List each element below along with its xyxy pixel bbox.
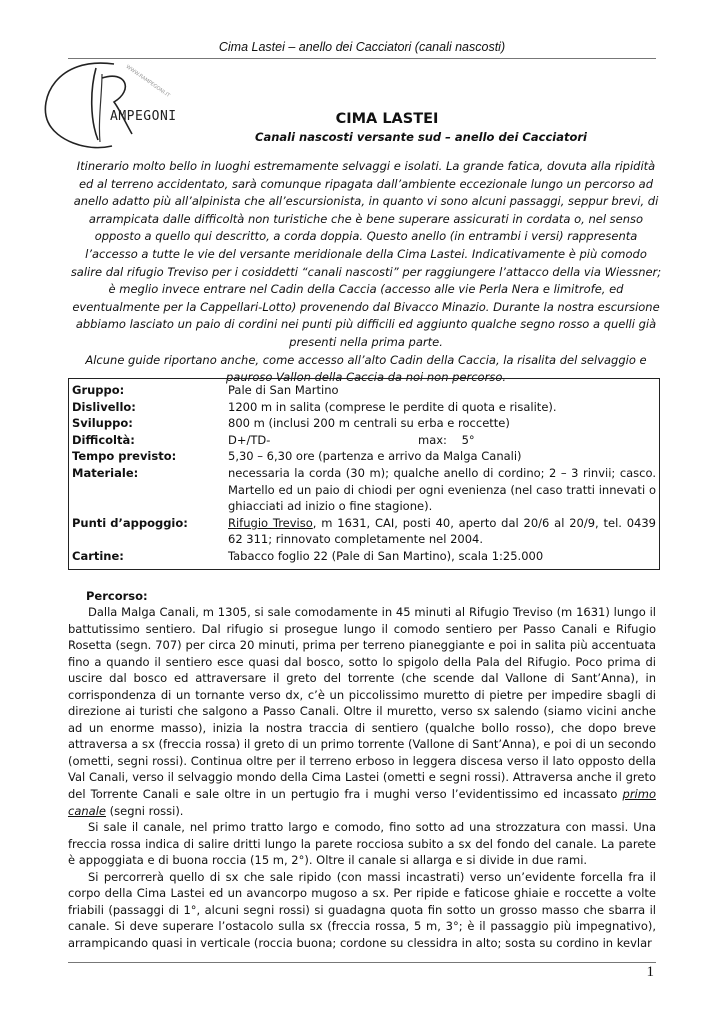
max-grade: 5°	[461, 432, 475, 447]
header-divider	[68, 58, 656, 59]
info-row-sviluppo	[69, 415, 659, 432]
intro-paragraph-2: Alcune guide riportano anche, come accesso all’alto Cadin della Caccia, la risalita del selvaggio e pauroso Vallon della Caccia da noi non percorso.	[85, 352, 647, 385]
info-value: 1200 m in salita (comprese le perdite di quota e risalite).	[228, 399, 557, 414]
document-subtitle: Canali nascosti versante sud – anello dei Cacciatori	[255, 130, 587, 144]
running-header: Cima Lastei – anello dei Cacciatori (canali nascosti)	[218, 40, 506, 54]
body-paragraph: Si percorrerà quello di sx che sale ripido (con massi incastrati) verso un’evidente forcella fra il corpo della Cima Lastei ed un avancorpo mugoso a sx. Per ripide e faticose ghiaie e roccette a volte friabili (passaggi di 1°, alcuni segni rossi) si guadagna quota fin sotto un grosso masso che sbarra il canale. Si deve superare l’ostacolo sulla sx (freccia rossa, 5 m, 3°; è il passaggio più impegnativo), arrampicando quasi in verticale (roccia buona; cordone su clessidra in alto; sosta su cordino in kevlar	[68, 869, 656, 950]
info-label: Punti d’appoggio:	[72, 515, 188, 530]
info-label: Cartine:	[72, 548, 124, 563]
logo-url: WWW.RAMPEGONI.IT	[124, 64, 171, 99]
body-text: (segni rossi).	[109, 803, 184, 818]
logo-text: AMPEGONI	[110, 109, 177, 124]
info-row-difficolta	[69, 432, 659, 449]
document-title: CIMA LASTEI	[335, 111, 439, 127]
info-value	[228, 515, 659, 548]
info-row-gruppo	[69, 382, 659, 399]
info-value: Pale di San Martino	[228, 383, 339, 397]
intro-text	[68, 158, 664, 387]
info-label: Materiale:	[72, 465, 139, 480]
difficulty-grade: D+/TD-	[228, 432, 271, 447]
info-value: Tabacco foglio 22 (Pale di San Martino), scala 1:25.000	[228, 548, 544, 563]
body-paragraph: Si sale il canale, nel primo tratto largo e comodo, fino sotto ad una strozzatura con massi. Una freccia rossa indica di salire dritti lungo la parete rocciosa subito a sx del fondo del canale. La parete è appoggiata e di buona roccia (15 m, 2°). Oltre il canale si allarga e si divide in due rami.	[68, 820, 656, 868]
info-value: 800 m (inclusi 200 m centrali su erba e roccette)	[228, 416, 510, 431]
route-info-table	[68, 378, 660, 570]
intro-paragraph: Itinerario molto bello in luoghi estremamente selvaggi e isolati. La grande fatica, dovuta alla ripidità ed al terreno accidentato, sarà comunque ripagata dall’ambiente eccezionale lungo un percorso ad anello adatto più all’alpinista che all’escursionista, in quanto vi sono alcuni passaggi, seppur brevi, di arrampicata dalle difficoltà non turistiche che è bene superare assicurati in cordata o, nel senso opposto a quello qui descritto, a corda doppia. Questo anello (in entrambi i versi) rappresenta l’accesso a tutte le vie del versante meridionale della Cima Lastei. Indicativamente è più comodo salire dal rifugio Treviso per i cosiddetti “canali nascosti” per raggiungere l’attacco della via Wiessner; è meglio invece entrare nel Cadin della Caccia (accesso alle vie Perla Nera e limitrofe, ed eventualmente per la Cappellari-Lotto) provenendo dal Bivacco Minazio. Durante la nostra escursione abbiamo lasciato un paio di cordini nei punti più difficili ed aggiunto qualche segno rosso a quelli già presenti nella prima parte.	[70, 159, 662, 349]
footer-divider	[68, 962, 656, 963]
info-row-tempo	[69, 448, 659, 465]
body-paragraph	[68, 604, 656, 819]
info-label: Tempo previsto:	[72, 449, 177, 464]
max-label: max:	[418, 432, 447, 447]
info-label: Dislivello:	[72, 399, 136, 414]
section-title: Percorso:	[86, 589, 148, 603]
body-text: Dalla Malga Canali, m 1305, si sale comodamente in 45 minuti al Rifugio Treviso (m 1631) lungo il battutissimo sentiero. Dal rifugio si prosegue lungo il comodo sentiero per Passo Canali e Rifugio Rosetta (segn. 707) per circa 20 minuti, prima per terreno pianeggiante e poi in salita più accentuata fino a quando il sentiero esce quasi dal bosco, sotto lo spigolo della Pala del Rifugio. Poco prima di uscire dal bosco ed attraversare il greto del torrente (che scende dal Vallone di Sant’Anna), in corrispondenza di un tornante verso dx, c’è un piccolissimo muretto di pietre per impedire sbagli di direzione ai turisti che salgono a Passo Canali. Oltre il muretto, verso sx salendo (siamo vicini anche ad un enorme masso), inizia la nostra traccia di sentiero (qualche bollo rosso), che dopo breve attraversa a sx (freccia rossa) il greto di un primo torrente (Vallone di Sant’Anna), e poi di un secondo (ometti, segni rossi). Continua oltre per il terreno erboso in leggera discesa verso il lato opposto della Val Canali, verso il selvaggio mondo della Cima Lastei (ometti e segni rossi). Attraversa anche il greto del Torrente Canali e sale oltre in un pertugio fra i mughi verso l’evidentissimo ed incassato	[68, 605, 656, 802]
info-value	[228, 432, 659, 449]
route-description	[68, 604, 656, 951]
info-row-dislivello	[69, 399, 659, 416]
info-row-punti	[69, 515, 659, 548]
info-value-text: , m 1631, CAI, posti 40, aperto dal 20/6 al 20/9, tel. 0439 62 311; rinnovato completamente nel 2004.	[228, 515, 656, 547]
page-number: 1	[646, 964, 654, 980]
emphasis-text: primo canale	[68, 787, 656, 818]
info-row-cartine	[69, 548, 659, 565]
rifugio-link[interactable]: Rifugio Treviso	[228, 515, 313, 530]
info-label: Gruppo:	[72, 383, 125, 397]
info-value: necessaria la corda (30 m); qualche anello di cordino; 2 – 3 rinvii; casco. Martello ed un paio di chiodi per ogni evenienza (nel caso tratti innevati o ghiacciati ad inizio o fine stagione).	[228, 465, 656, 514]
info-label: Sviluppo:	[72, 416, 133, 431]
info-label: Difficoltà:	[72, 432, 135, 447]
info-value: 5,30 – 6,30 ore (partenza e arrivo da Malga Canali)	[228, 449, 522, 464]
info-row-materiale	[69, 465, 659, 515]
